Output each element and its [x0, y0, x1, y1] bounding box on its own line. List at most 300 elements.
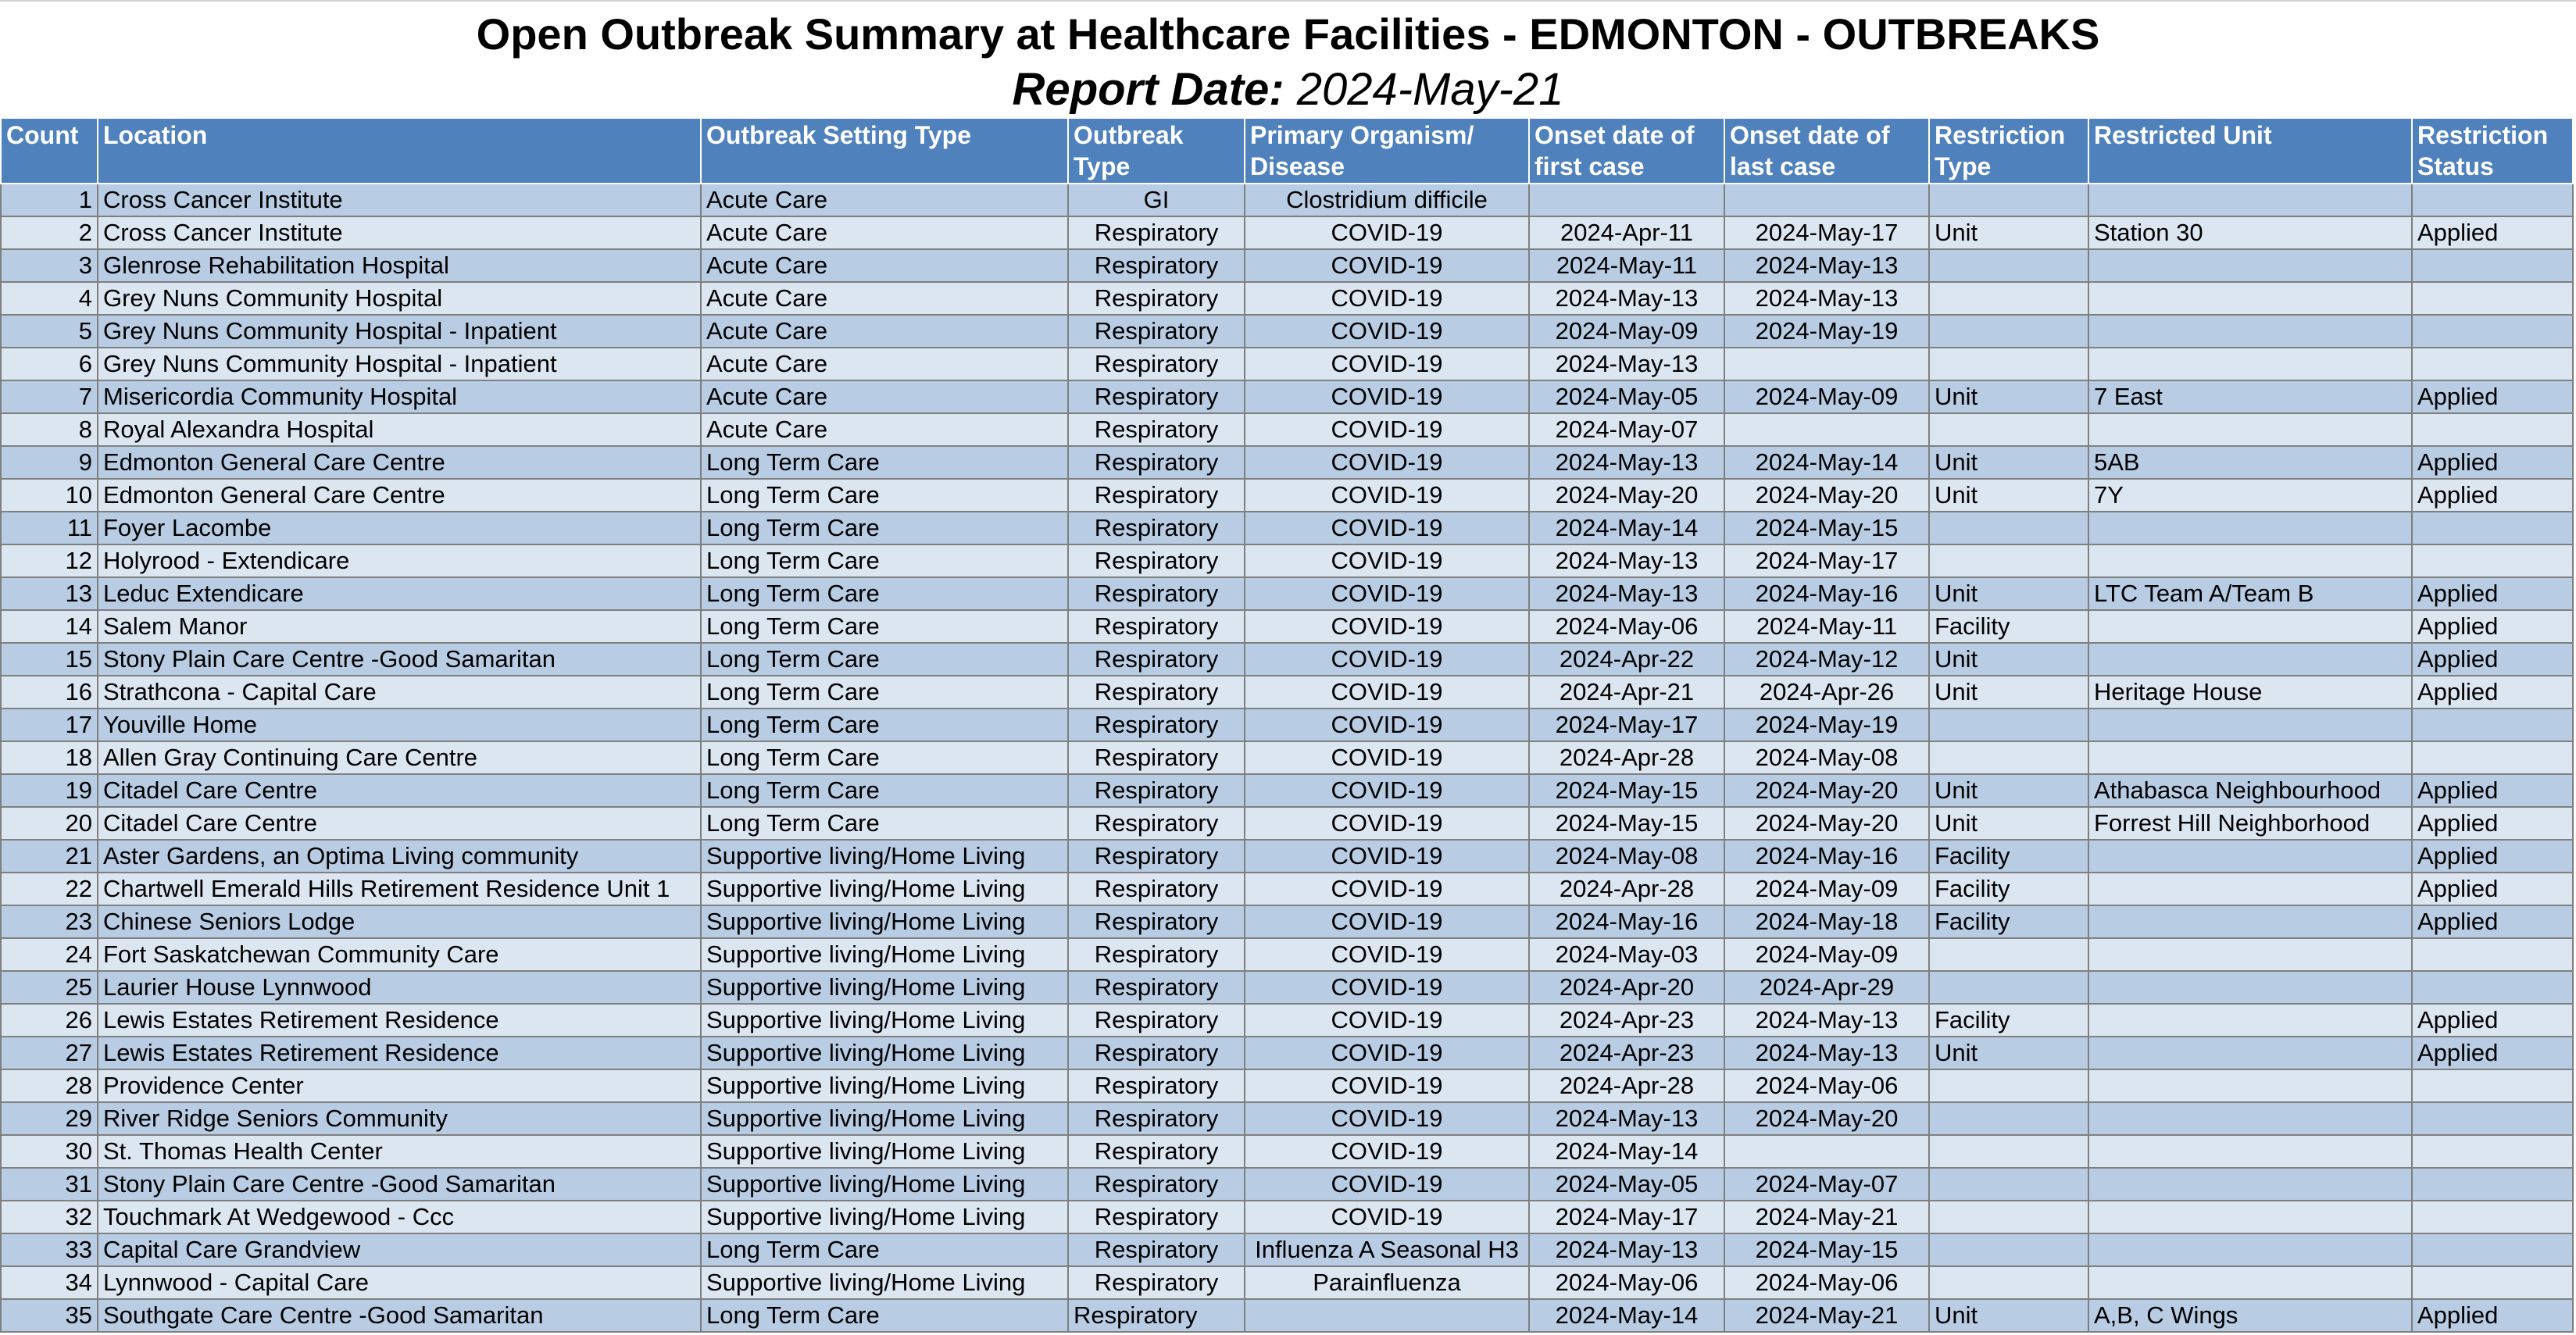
cell-count[interactable]: 18	[1, 741, 98, 774]
cell-restriction-status[interactable]	[2412, 1233, 2573, 1266]
cell-first-onset[interactable]: 2024-May-07	[1529, 413, 1724, 446]
cell-count[interactable]: 17	[1, 709, 98, 741]
cell-outbreak-type[interactable]: Respiratory	[1068, 774, 1245, 807]
cell-restriction-status[interactable]: Applied	[2412, 905, 2573, 938]
cell-restriction-type[interactable]	[1929, 938, 2088, 971]
cell-setting-type[interactable]: Acute Care	[701, 184, 1068, 216]
cell-first-onset[interactable]: 2024-May-13	[1529, 577, 1724, 610]
cell-outbreak-type[interactable]: Respiratory	[1068, 282, 1245, 315]
cell-restricted-unit[interactable]	[2088, 1135, 2412, 1168]
cell-restriction-type[interactable]	[1929, 741, 2088, 774]
cell-organism[interactable]: COVID-19	[1245, 413, 1529, 446]
cell-last-onset[interactable]: 2024-May-19	[1724, 315, 1929, 348]
cell-location[interactable]: Salem Manor	[98, 610, 701, 643]
cell-restriction-status[interactable]	[2412, 184, 2573, 216]
cell-last-onset[interactable]: 2024-Apr-26	[1724, 676, 1929, 709]
cell-restriction-type[interactable]: Unit	[1929, 643, 2088, 676]
cell-restriction-status[interactable]	[2412, 1266, 2573, 1299]
cell-restricted-unit[interactable]	[2088, 840, 2412, 873]
cell-restricted-unit[interactable]	[2088, 315, 2412, 348]
cell-last-onset[interactable]: 2024-May-12	[1724, 643, 1929, 676]
cell-last-onset[interactable]: 2024-May-21	[1724, 1299, 1929, 1332]
cell-count[interactable]: 29	[1, 1102, 98, 1135]
cell-restriction-type[interactable]	[1929, 1233, 2088, 1266]
header-count[interactable]: Count	[1, 119, 98, 184]
cell-first-onset[interactable]: 2024-May-17	[1529, 1201, 1724, 1233]
cell-first-onset[interactable]: 2024-Apr-28	[1529, 741, 1724, 774]
cell-setting-type[interactable]: Long Term Care	[701, 741, 1068, 774]
cell-last-onset[interactable]: 2024-May-13	[1724, 1037, 1929, 1069]
cell-first-onset[interactable]: 2024-May-03	[1529, 938, 1724, 971]
cell-last-onset[interactable]: 2024-May-06	[1724, 1266, 1929, 1299]
cell-last-onset[interactable]: 2024-May-18	[1724, 905, 1929, 938]
cell-first-onset[interactable]: 2024-May-13	[1529, 1102, 1724, 1135]
cell-restricted-unit[interactable]: 7 East	[2088, 380, 2412, 413]
cell-restriction-status[interactable]	[2412, 1201, 2573, 1233]
cell-organism[interactable]: COVID-19	[1245, 1004, 1529, 1037]
cell-organism[interactable]: COVID-19	[1245, 971, 1529, 1004]
cell-organism[interactable]: COVID-19	[1245, 676, 1529, 709]
header-location[interactable]: Location	[98, 119, 701, 184]
cell-organism[interactable]: COVID-19	[1245, 938, 1529, 971]
cell-restriction-type[interactable]: Unit	[1929, 774, 2088, 807]
cell-restricted-unit[interactable]	[2088, 741, 2412, 774]
cell-restriction-type[interactable]	[1929, 1168, 2088, 1201]
cell-restriction-type[interactable]: Unit	[1929, 577, 2088, 610]
cell-restricted-unit[interactable]: 7Y	[2088, 479, 2412, 512]
cell-first-onset[interactable]: 2024-Apr-22	[1529, 643, 1724, 676]
cell-first-onset[interactable]: 2024-Apr-23	[1529, 1004, 1724, 1037]
cell-first-onset[interactable]: 2024-May-14	[1529, 1135, 1724, 1168]
cell-restricted-unit[interactable]	[2088, 1004, 2412, 1037]
cell-organism[interactable]: COVID-19	[1245, 905, 1529, 938]
header-restriction-status[interactable]: Restriction Status	[2412, 119, 2573, 184]
cell-outbreak-type[interactable]: Respiratory	[1068, 249, 1245, 282]
cell-location[interactable]: Chartwell Emerald Hills Retirement Residence Unit 1	[98, 873, 701, 905]
cell-last-onset[interactable]: 2024-May-19	[1724, 709, 1929, 741]
cell-location[interactable]: Foyer Lacombe	[98, 512, 701, 544]
cell-setting-type[interactable]: Supportive living/Home Living	[701, 905, 1068, 938]
cell-outbreak-type[interactable]: Respiratory	[1068, 216, 1245, 249]
cell-count[interactable]: 24	[1, 938, 98, 971]
cell-location[interactable]: Royal Alexandra Hospital	[98, 413, 701, 446]
cell-outbreak-type[interactable]: Respiratory	[1068, 479, 1245, 512]
cell-restricted-unit[interactable]: LTC Team A/Team B	[2088, 577, 2412, 610]
cell-location[interactable]: Grey Nuns Community Hospital - Inpatient	[98, 348, 701, 380]
cell-organism[interactable]: COVID-19	[1245, 1069, 1529, 1102]
cell-first-onset[interactable]: 2024-May-13	[1529, 544, 1724, 577]
cell-last-onset[interactable]: 2024-May-13	[1724, 249, 1929, 282]
cell-restriction-status[interactable]	[2412, 1168, 2573, 1201]
cell-organism[interactable]: COVID-19	[1245, 1168, 1529, 1201]
cell-outbreak-type[interactable]: Respiratory	[1068, 971, 1245, 1004]
cell-location[interactable]: Aster Gardens, an Optima Living community	[98, 840, 701, 873]
cell-outbreak-type[interactable]: Respiratory	[1068, 413, 1245, 446]
header-restriction-type[interactable]: Restriction Type	[1929, 119, 2088, 184]
cell-restriction-status[interactable]	[2412, 512, 2573, 544]
cell-location[interactable]: Youville Home	[98, 709, 701, 741]
cell-restriction-status[interactable]: Applied	[2412, 479, 2573, 512]
cell-setting-type[interactable]: Acute Care	[701, 380, 1068, 413]
cell-restriction-type[interactable]: Facility	[1929, 610, 2088, 643]
cell-location[interactable]: Citadel Care Centre	[98, 807, 701, 840]
cell-restriction-status[interactable]: Applied	[2412, 1004, 2573, 1037]
cell-outbreak-type[interactable]: Respiratory	[1068, 676, 1245, 709]
cell-restriction-status[interactable]	[2412, 249, 2573, 282]
cell-setting-type[interactable]: Supportive living/Home Living	[701, 873, 1068, 905]
cell-restricted-unit[interactable]	[2088, 610, 2412, 643]
cell-restriction-status[interactable]: Applied	[2412, 873, 2573, 905]
cell-location[interactable]: Grey Nuns Community Hospital - Inpatient	[98, 315, 701, 348]
cell-restricted-unit[interactable]	[2088, 249, 2412, 282]
cell-restriction-type[interactable]	[1929, 1201, 2088, 1233]
cell-restriction-type[interactable]	[1929, 348, 2088, 380]
cell-outbreak-type[interactable]: Respiratory	[1068, 709, 1245, 741]
cell-last-onset[interactable]: 2024-May-11	[1724, 610, 1929, 643]
header-outbreak-type[interactable]: Outbreak Type	[1068, 119, 1245, 184]
cell-count[interactable]: 4	[1, 282, 98, 315]
cell-location[interactable]: Providence Center	[98, 1069, 701, 1102]
cell-first-onset[interactable]: 2024-May-09	[1529, 315, 1724, 348]
cell-setting-type[interactable]: Acute Care	[701, 348, 1068, 380]
cell-location[interactable]: Capital Care Grandview	[98, 1233, 701, 1266]
cell-count[interactable]: 20	[1, 807, 98, 840]
cell-location[interactable]: Allen Gray Continuing Care Centre	[98, 741, 701, 774]
cell-location[interactable]: Cross Cancer Institute	[98, 184, 701, 216]
cell-setting-type[interactable]: Supportive living/Home Living	[701, 971, 1068, 1004]
cell-outbreak-type[interactable]: Respiratory	[1068, 1102, 1245, 1135]
cell-organism[interactable]: COVID-19	[1245, 315, 1529, 348]
cell-outbreak-type[interactable]: Respiratory	[1068, 840, 1245, 873]
cell-first-onset[interactable]: 2024-May-13	[1529, 348, 1724, 380]
cell-restricted-unit[interactable]	[2088, 1037, 2412, 1069]
header-organism[interactable]: Primary Organism/ Disease	[1245, 119, 1529, 184]
cell-count[interactable]: 16	[1, 676, 98, 709]
cell-restriction-status[interactable]: Applied	[2412, 840, 2573, 873]
cell-count[interactable]: 21	[1, 840, 98, 873]
cell-first-onset[interactable]: 2024-May-16	[1529, 905, 1724, 938]
cell-restriction-type[interactable]	[1929, 709, 2088, 741]
cell-organism[interactable]: COVID-19	[1245, 512, 1529, 544]
cell-first-onset[interactable]: 2024-May-15	[1529, 807, 1724, 840]
cell-first-onset[interactable]: 2024-Apr-20	[1529, 971, 1724, 1004]
cell-last-onset[interactable]: 2024-May-15	[1724, 1233, 1929, 1266]
cell-last-onset[interactable]: 2024-May-17	[1724, 216, 1929, 249]
cell-organism[interactable]: COVID-19	[1245, 709, 1529, 741]
cell-count[interactable]: 31	[1, 1168, 98, 1201]
cell-last-onset[interactable]: 2024-May-21	[1724, 1201, 1929, 1233]
cell-location[interactable]: Lewis Estates Retirement Residence	[98, 1004, 701, 1037]
cell-location[interactable]: Lynnwood - Capital Care	[98, 1266, 701, 1299]
cell-first-onset[interactable]: 2024-Apr-11	[1529, 216, 1724, 249]
cell-organism[interactable]: COVID-19	[1245, 1037, 1529, 1069]
cell-restriction-type[interactable]: Unit	[1929, 1037, 2088, 1069]
cell-location[interactable]: Glenrose Rehabilitation Hospital	[98, 249, 701, 282]
cell-restriction-type[interactable]: Unit	[1929, 216, 2088, 249]
cell-count[interactable]: 19	[1, 774, 98, 807]
cell-location[interactable]: Grey Nuns Community Hospital	[98, 282, 701, 315]
cell-restriction-status[interactable]	[2412, 741, 2573, 774]
cell-restricted-unit[interactable]	[2088, 413, 2412, 446]
cell-location[interactable]: Holyrood - Extendicare	[98, 544, 701, 577]
cell-count[interactable]: 27	[1, 1037, 98, 1069]
cell-restricted-unit[interactable]	[2088, 643, 2412, 676]
cell-location[interactable]: Lewis Estates Retirement Residence	[98, 1037, 701, 1069]
cell-restricted-unit[interactable]: Athabasca Neighbourhood	[2088, 774, 2412, 807]
cell-outbreak-type[interactable]: Respiratory	[1068, 1201, 1245, 1233]
cell-restriction-type[interactable]	[1929, 1069, 2088, 1102]
cell-location[interactable]: Southgate Care Centre -Good Samaritan	[98, 1299, 701, 1332]
cell-outbreak-type[interactable]: Respiratory	[1068, 348, 1245, 380]
cell-restriction-status[interactable]: Applied	[2412, 610, 2573, 643]
cell-last-onset[interactable]: 2024-May-17	[1724, 544, 1929, 577]
cell-outbreak-type[interactable]: Respiratory	[1068, 1004, 1245, 1037]
cell-first-onset[interactable]: 2024-May-11	[1529, 249, 1724, 282]
cell-last-onset[interactable]: 2024-May-20	[1724, 1102, 1929, 1135]
cell-setting-type[interactable]: Long Term Care	[701, 479, 1068, 512]
cell-setting-type[interactable]: Long Term Care	[701, 446, 1068, 479]
cell-first-onset[interactable]: 2024-Apr-21	[1529, 676, 1724, 709]
cell-organism[interactable]: COVID-19	[1245, 216, 1529, 249]
cell-restriction-type[interactable]: Facility	[1929, 1004, 2088, 1037]
cell-organism[interactable]: COVID-19	[1245, 610, 1529, 643]
cell-first-onset[interactable]: 2024-Apr-28	[1529, 1069, 1724, 1102]
cell-organism[interactable]: COVID-19	[1245, 282, 1529, 315]
cell-count[interactable]: 22	[1, 873, 98, 905]
cell-setting-type[interactable]: Acute Care	[701, 282, 1068, 315]
cell-organism[interactable]: COVID-19	[1245, 1102, 1529, 1135]
header-setting-type[interactable]: Outbreak Setting Type	[701, 119, 1068, 184]
cell-first-onset[interactable]: 2024-May-08	[1529, 840, 1724, 873]
cell-restriction-type[interactable]	[1929, 512, 2088, 544]
cell-location[interactable]: Edmonton General Care Centre	[98, 479, 701, 512]
cell-restricted-unit[interactable]	[2088, 1233, 2412, 1266]
cell-count[interactable]: 34	[1, 1266, 98, 1299]
cell-last-onset[interactable]: 2024-May-16	[1724, 577, 1929, 610]
cell-restricted-unit[interactable]: 5AB	[2088, 446, 2412, 479]
cell-count[interactable]: 9	[1, 446, 98, 479]
cell-restriction-type[interactable]: Unit	[1929, 479, 2088, 512]
cell-count[interactable]: 3	[1, 249, 98, 282]
cell-restriction-type[interactable]	[1929, 1102, 2088, 1135]
cell-setting-type[interactable]: Supportive living/Home Living	[701, 1102, 1068, 1135]
cell-restriction-type[interactable]: Unit	[1929, 807, 2088, 840]
cell-count[interactable]: 15	[1, 643, 98, 676]
cell-count[interactable]: 30	[1, 1135, 98, 1168]
cell-count[interactable]: 5	[1, 315, 98, 348]
cell-last-onset[interactable]: 2024-May-15	[1724, 512, 1929, 544]
cell-restriction-status[interactable]: Applied	[2412, 216, 2573, 249]
cell-restriction-status[interactable]	[2412, 1102, 2573, 1135]
cell-outbreak-type[interactable]: Respiratory	[1068, 873, 1245, 905]
cell-outbreak-type[interactable]: GI	[1068, 184, 1245, 216]
cell-restriction-status[interactable]	[2412, 1135, 2573, 1168]
cell-outbreak-type[interactable]: Respiratory	[1068, 1233, 1245, 1266]
cell-first-onset[interactable]: 2024-May-17	[1529, 709, 1724, 741]
cell-restricted-unit[interactable]	[2088, 971, 2412, 1004]
cell-restriction-type[interactable]	[1929, 249, 2088, 282]
cell-setting-type[interactable]: Acute Care	[701, 249, 1068, 282]
cell-restricted-unit[interactable]	[2088, 709, 2412, 741]
cell-restriction-status[interactable]: Applied	[2412, 807, 2573, 840]
cell-last-onset[interactable]: 2024-May-20	[1724, 807, 1929, 840]
cell-outbreak-type[interactable]: Respiratory	[1068, 380, 1245, 413]
cell-restriction-type[interactable]	[1929, 971, 2088, 1004]
cell-restriction-status[interactable]: Applied	[2412, 643, 2573, 676]
cell-outbreak-type[interactable]: Respiratory	[1068, 577, 1245, 610]
cell-last-onset[interactable]: 2024-May-09	[1724, 380, 1929, 413]
cell-setting-type[interactable]: Long Term Care	[701, 709, 1068, 741]
cell-restricted-unit[interactable]	[2088, 184, 2412, 216]
cell-setting-type[interactable]: Long Term Care	[701, 577, 1068, 610]
cell-organism[interactable]: COVID-19	[1245, 807, 1529, 840]
cell-first-onset[interactable]: 2024-May-06	[1529, 610, 1724, 643]
cell-outbreak-type[interactable]: Respiratory	[1068, 1037, 1245, 1069]
header-first-onset[interactable]: Onset date of first case	[1529, 119, 1724, 184]
cell-last-onset[interactable]	[1724, 184, 1929, 216]
cell-organism[interactable]: COVID-19	[1245, 479, 1529, 512]
cell-restriction-type[interactable]: Facility	[1929, 840, 2088, 873]
cell-restricted-unit[interactable]	[2088, 1069, 2412, 1102]
cell-count[interactable]: 26	[1, 1004, 98, 1037]
cell-setting-type[interactable]: Supportive living/Home Living	[701, 938, 1068, 971]
cell-organism[interactable]: COVID-19	[1245, 774, 1529, 807]
cell-setting-type[interactable]: Long Term Care	[701, 676, 1068, 709]
cell-first-onset[interactable]: 2024-May-13	[1529, 1233, 1724, 1266]
cell-organism[interactable]: COVID-19	[1245, 380, 1529, 413]
cell-restriction-type[interactable]	[1929, 1266, 2088, 1299]
cell-last-onset[interactable]: 2024-May-14	[1724, 446, 1929, 479]
cell-setting-type[interactable]: Long Term Care	[701, 774, 1068, 807]
cell-restricted-unit[interactable]	[2088, 905, 2412, 938]
cell-restricted-unit[interactable]	[2088, 1102, 2412, 1135]
cell-restriction-status[interactable]: Applied	[2412, 446, 2573, 479]
cell-last-onset[interactable]: 2024-May-06	[1724, 1069, 1929, 1102]
cell-restricted-unit[interactable]: A,B, C Wings	[2088, 1299, 2412, 1332]
cell-setting-type[interactable]: Long Term Care	[701, 807, 1068, 840]
cell-restriction-status[interactable]	[2412, 413, 2573, 446]
cell-first-onset[interactable]: 2024-May-15	[1529, 774, 1724, 807]
cell-count[interactable]: 23	[1, 905, 98, 938]
cell-restriction-type[interactable]	[1929, 184, 2088, 216]
cell-organism[interactable]	[1245, 1299, 1529, 1332]
cell-setting-type[interactable]: Supportive living/Home Living	[701, 1135, 1068, 1168]
cell-last-onset[interactable]	[1724, 413, 1929, 446]
cell-last-onset[interactable]: 2024-May-16	[1724, 840, 1929, 873]
cell-location[interactable]: Leduc Extendicare	[98, 577, 701, 610]
cell-setting-type[interactable]: Acute Care	[701, 216, 1068, 249]
cell-count[interactable]: 8	[1, 413, 98, 446]
cell-restricted-unit[interactable]	[2088, 348, 2412, 380]
cell-organism[interactable]: COVID-19	[1245, 348, 1529, 380]
cell-organism[interactable]: COVID-19	[1245, 1135, 1529, 1168]
cell-restricted-unit[interactable]	[2088, 873, 2412, 905]
cell-outbreak-type[interactable]: Respiratory	[1068, 1168, 1245, 1201]
cell-first-onset[interactable]: 2024-Apr-23	[1529, 1037, 1724, 1069]
cell-outbreak-type[interactable]: Respiratory	[1068, 315, 1245, 348]
cell-restricted-unit[interactable]: Station 30	[2088, 216, 2412, 249]
cell-organism[interactable]: COVID-19	[1245, 577, 1529, 610]
cell-restriction-type[interactable]	[1929, 315, 2088, 348]
cell-outbreak-type[interactable]: Respiratory	[1068, 544, 1245, 577]
cell-restriction-type[interactable]	[1929, 544, 2088, 577]
cell-restriction-type[interactable]: Unit	[1929, 676, 2088, 709]
cell-restriction-type[interactable]: Unit	[1929, 1299, 2088, 1332]
cell-count[interactable]: 12	[1, 544, 98, 577]
cell-count[interactable]: 25	[1, 971, 98, 1004]
cell-location[interactable]: Misericordia Community Hospital	[98, 380, 701, 413]
cell-organism[interactable]: COVID-19	[1245, 1201, 1529, 1233]
cell-count[interactable]: 7	[1, 380, 98, 413]
cell-outbreak-type[interactable]: Respiratory	[1068, 1266, 1245, 1299]
cell-setting-type[interactable]: Supportive living/Home Living	[701, 840, 1068, 873]
cell-outbreak-type[interactable]: Respiratory	[1068, 1069, 1245, 1102]
cell-setting-type[interactable]: Supportive living/Home Living	[701, 1266, 1068, 1299]
cell-restriction-status[interactable]	[2412, 1069, 2573, 1102]
header-last-onset[interactable]: Onset date of last case	[1724, 119, 1929, 184]
cell-count[interactable]: 32	[1, 1201, 98, 1233]
cell-location[interactable]: Chinese Seniors Lodge	[98, 905, 701, 938]
cell-last-onset[interactable]: 2024-May-20	[1724, 774, 1929, 807]
cell-organism[interactable]: Clostridium difficile	[1245, 184, 1529, 216]
cell-last-onset[interactable]	[1724, 348, 1929, 380]
cell-restriction-type[interactable]: Facility	[1929, 905, 2088, 938]
cell-organism[interactable]: COVID-19	[1245, 643, 1529, 676]
cell-outbreak-type[interactable]: Respiratory	[1068, 1299, 1245, 1332]
cell-restriction-type[interactable]	[1929, 413, 2088, 446]
cell-restriction-status[interactable]: Applied	[2412, 380, 2573, 413]
cell-setting-type[interactable]: Long Term Care	[701, 1233, 1068, 1266]
cell-location[interactable]: Laurier House Lynnwood	[98, 971, 701, 1004]
cell-restriction-status[interactable]	[2412, 348, 2573, 380]
cell-restriction-type[interactable]	[1929, 1135, 2088, 1168]
cell-location[interactable]: St. Thomas Health Center	[98, 1135, 701, 1168]
cell-location[interactable]: Citadel Care Centre	[98, 774, 701, 807]
cell-first-onset[interactable]: 2024-Apr-28	[1529, 873, 1724, 905]
cell-outbreak-type[interactable]: Respiratory	[1068, 905, 1245, 938]
cell-last-onset[interactable]: 2024-Apr-29	[1724, 971, 1929, 1004]
cell-restriction-type[interactable]	[1929, 282, 2088, 315]
cell-organism[interactable]: COVID-19	[1245, 873, 1529, 905]
cell-outbreak-type[interactable]: Respiratory	[1068, 938, 1245, 971]
cell-count[interactable]: 35	[1, 1299, 98, 1332]
cell-setting-type[interactable]: Long Term Care	[701, 643, 1068, 676]
cell-first-onset[interactable]: 2024-May-05	[1529, 380, 1724, 413]
cell-restriction-type[interactable]: Facility	[1929, 873, 2088, 905]
cell-first-onset[interactable]: 2024-May-13	[1529, 282, 1724, 315]
cell-setting-type[interactable]: Long Term Care	[701, 610, 1068, 643]
cell-restricted-unit[interactable]: Heritage House	[2088, 676, 2412, 709]
cell-organism[interactable]: COVID-19	[1245, 544, 1529, 577]
cell-count[interactable]: 13	[1, 577, 98, 610]
cell-last-onset[interactable]: 2024-May-13	[1724, 1004, 1929, 1037]
cell-first-onset[interactable]	[1529, 184, 1724, 216]
cell-restriction-status[interactable]	[2412, 315, 2573, 348]
cell-last-onset[interactable]: 2024-May-09	[1724, 873, 1929, 905]
cell-location[interactable]: River Ridge Seniors Community	[98, 1102, 701, 1135]
cell-setting-type[interactable]: Supportive living/Home Living	[701, 1168, 1068, 1201]
cell-count[interactable]: 14	[1, 610, 98, 643]
cell-outbreak-type[interactable]: Respiratory	[1068, 1135, 1245, 1168]
cell-restricted-unit[interactable]	[2088, 1168, 2412, 1201]
cell-setting-type[interactable]: Supportive living/Home Living	[701, 1069, 1068, 1102]
cell-setting-type[interactable]: Long Term Care	[701, 544, 1068, 577]
cell-organism[interactable]: COVID-19	[1245, 741, 1529, 774]
cell-restriction-status[interactable]: Applied	[2412, 1037, 2573, 1069]
cell-last-onset[interactable]	[1724, 1135, 1929, 1168]
cell-location[interactable]: Stony Plain Care Centre -Good Samaritan	[98, 1168, 701, 1201]
cell-restriction-status[interactable]	[2412, 282, 2573, 315]
